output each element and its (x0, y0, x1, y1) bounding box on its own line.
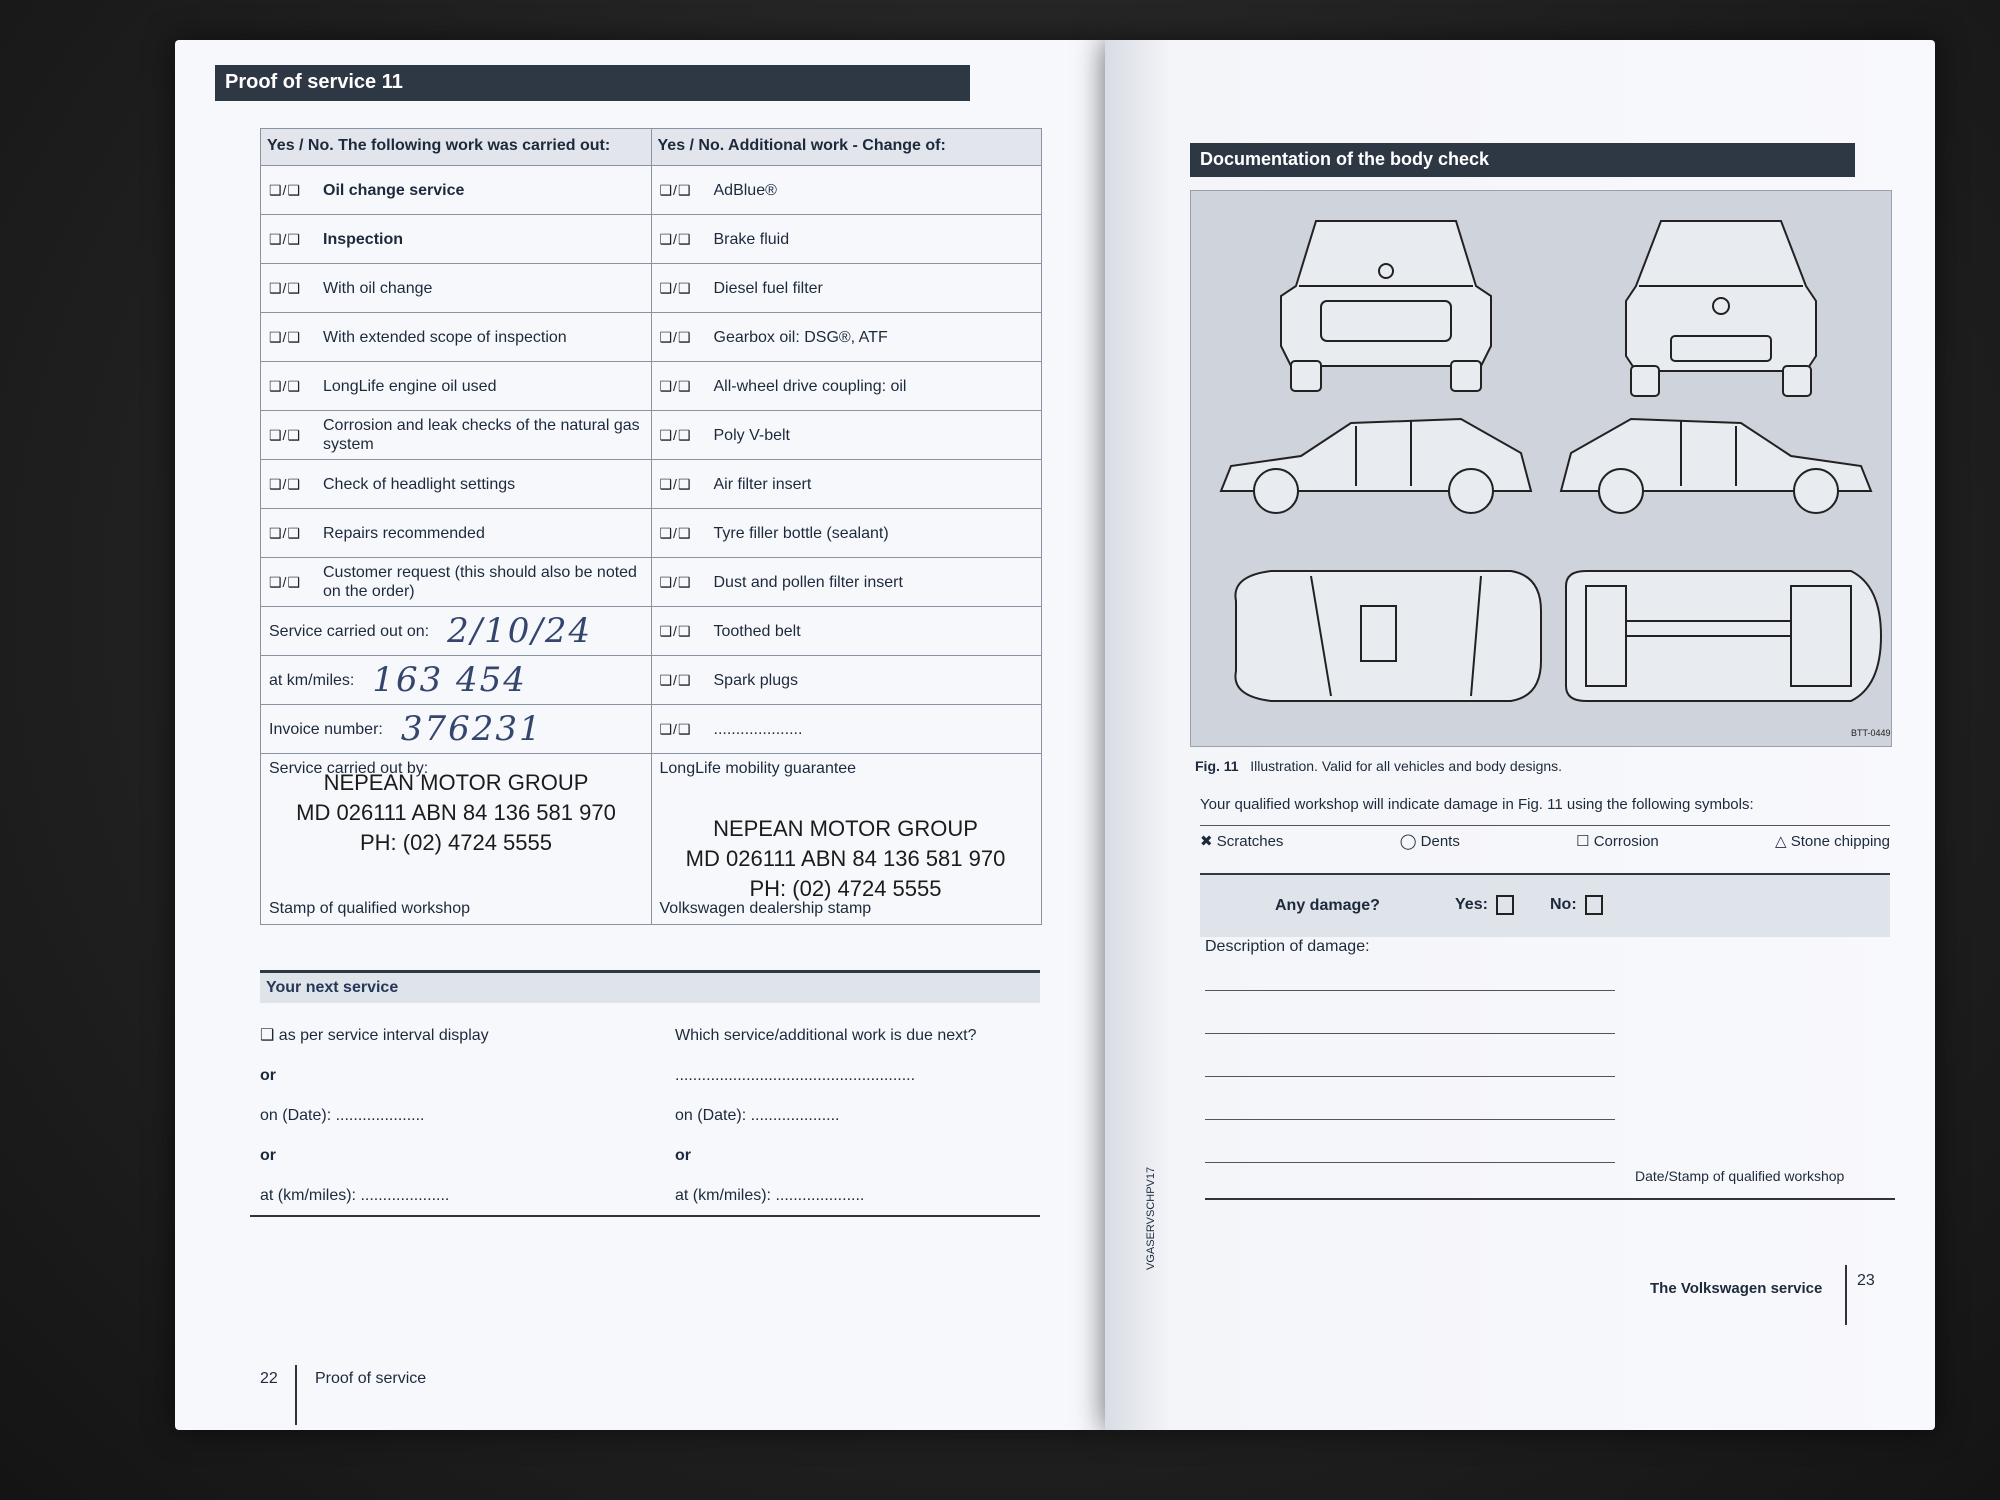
car-left-side-view (1221, 419, 1531, 513)
or-text: or (260, 1147, 276, 1164)
page-number: 23 (1857, 1272, 1875, 1289)
work-item-label: AdBlue® (713, 181, 777, 199)
stamp-name: NEPEAN MOTOR GROUP (323, 770, 589, 795)
next-km-field[interactable]: at (km/miles): .................... (260, 1187, 450, 1204)
footer-separator (1845, 1265, 1847, 1325)
service-date-label: Service carried out on: (269, 622, 430, 640)
yes-no-checkboxes[interactable]: ❑/❑ (659, 377, 692, 394)
car-front-view (1626, 221, 1816, 396)
work-item-label: Tyre filler bottle (sealant) (713, 524, 889, 542)
invoice-label: Invoice number: (269, 720, 383, 738)
yes-no-checkboxes[interactable]: ❑/❑ (269, 230, 301, 247)
longlife-label: LongLife mobility guarantee (659, 760, 857, 777)
next-date-field[interactable]: on (Date): .................... (260, 1107, 425, 1124)
or-text: or (260, 1067, 276, 1084)
work-item-label: LongLife engine oil used (323, 377, 497, 395)
next-work-field[interactable]: ...................................................... (675, 1067, 916, 1084)
car-right-side-view (1561, 419, 1871, 513)
work-item-label: Brake fluid (713, 230, 790, 248)
stamp-abn: MD 026111 ABN 84 136 581 970 (296, 800, 616, 825)
description-line[interactable] (1205, 1119, 1615, 1120)
stamp-row (261, 754, 1041, 924)
work-item-label: Diesel fuel filter (713, 279, 823, 297)
col-header-additional: Yes / No. Additional work - Change of: (657, 137, 946, 154)
caption-fig-label: Fig. 11 (1195, 758, 1239, 774)
work-item-label: All-wheel drive coupling: oil (713, 377, 907, 395)
stamp-dealer-label: Volkswagen dealership stamp (659, 900, 872, 917)
dents-symbol: ◯ Dents (1399, 833, 1460, 850)
next-date-field[interactable]: on (Date): .................... (675, 1107, 840, 1124)
blank-item-label: .................... (713, 720, 803, 738)
any-damage-label: Any damage? (1275, 897, 1380, 914)
table-row (261, 705, 1041, 754)
table-row (261, 607, 1041, 656)
description-line[interactable] (1205, 1076, 1615, 1077)
right-page (1105, 40, 1935, 1430)
any-damage-bar (1200, 873, 1890, 937)
km-value[interactable]: 163 454 (372, 660, 527, 700)
corrosion-symbol: ☐ Corrosion (1576, 833, 1659, 850)
page-title-bar (215, 65, 970, 101)
yes-no-checkboxes[interactable]: ❑/❑ (269, 328, 301, 345)
yes-no-checkboxes[interactable]: ❑/❑ (659, 524, 692, 541)
description-line[interactable] (1205, 1033, 1615, 1034)
stamp-phone: PH: (02) 4724 5555 (749, 876, 942, 901)
page-number: 22 (260, 1370, 278, 1387)
date-stamp-label: Date/Stamp of qualified workshop (1635, 1168, 1845, 1184)
table-row (261, 215, 1041, 264)
work-item-label: Gearbox oil: DSG®, ATF (713, 328, 888, 346)
work-item-label: Corrosion and leak checks of the natural gas system (323, 417, 640, 453)
table-row (261, 362, 1041, 411)
stamp-workshop-label: Stamp of qualified workshop (269, 900, 470, 917)
stamp-name: NEPEAN MOTOR GROUP (713, 816, 978, 841)
or-text: or (675, 1147, 691, 1164)
car-rear-view (1281, 221, 1491, 391)
symbol-legend (1200, 825, 1890, 850)
yes-no-checkboxes[interactable]: ❑/❑ (269, 475, 301, 492)
date-stamp-line (1205, 1198, 1895, 1200)
stamp-phone: PH: (02) 4724 5555 (359, 830, 553, 855)
next-service-section (260, 970, 1040, 1204)
stone-chipping-symbol: △ Stone chipping (1775, 833, 1890, 850)
left-page (175, 40, 1105, 1430)
yes-no-checkboxes[interactable]: ❑/❑ (659, 230, 692, 247)
yes-no-checkboxes[interactable]: ❑/❑ (269, 279, 301, 296)
page-footer-label: Proof of service (315, 1370, 427, 1387)
yes-label: Yes: (1455, 896, 1488, 914)
yes-no-checkboxes[interactable]: ❑/❑ (269, 524, 301, 541)
side-code: VGASERVSCHPV17 (1145, 1166, 1157, 1270)
interval-option[interactable]: ❑ as per service interval display (260, 1027, 489, 1044)
table-row (261, 558, 1041, 607)
work-item-label: Dust and pollen filter insert (713, 573, 903, 591)
next-km-field[interactable]: at (km/miles): .................... (675, 1187, 865, 1204)
yes-no-checkboxes[interactable]: ❑/❑ (269, 573, 301, 590)
body-check-title-bar (1190, 143, 1855, 177)
yes-no-checkboxes[interactable]: ❑/❑ (269, 181, 301, 198)
table-row (261, 460, 1041, 509)
work-item-label: Customer request (this should also be noted on the order) (323, 564, 637, 600)
work-item-label: Poly V-belt (713, 426, 790, 444)
damage-description-label: Description of damage: (1205, 938, 1370, 955)
car-diagram (1191, 191, 1891, 746)
yes-no-checkboxes[interactable]: ❑/❑ (659, 720, 692, 737)
toothed-belt-label: Toothed belt (713, 622, 801, 640)
no-label: No: (1550, 896, 1577, 914)
work-item-label: With oil change (323, 279, 433, 297)
table-row (261, 509, 1041, 558)
service-table (260, 128, 1042, 925)
table-row (261, 656, 1041, 705)
section-divider (250, 1215, 1040, 1217)
footer-separator (295, 1365, 297, 1425)
yes-no-checkboxes[interactable]: ❑/❑ (659, 622, 692, 639)
figure-code: BTT-0449 (1851, 728, 1891, 738)
caption-text: Illustration. Valid for all vehicles and body designs. (1250, 758, 1563, 774)
workshop-stamp (281, 768, 631, 858)
service-date-value[interactable]: 2/10/24 (447, 611, 593, 651)
yes-no-checkboxes[interactable]: ❑/❑ (659, 426, 692, 443)
description-line[interactable] (1205, 990, 1615, 991)
yes-no-checkboxes[interactable]: ❑/❑ (659, 475, 692, 492)
no-checkbox[interactable] (1585, 895, 1603, 915)
figure-caption (1195, 758, 1562, 774)
work-item-label: Air filter insert (713, 475, 812, 493)
work-item-label: Inspection (323, 230, 404, 248)
next-work-question: Which service/additional work is due next? (675, 1027, 977, 1044)
spark-plugs-label: Spark plugs (713, 671, 798, 689)
yes-no-checkboxes[interactable]: ❑/❑ (269, 377, 301, 394)
right-footer-label: The Volkswagen service (1650, 1280, 1823, 1297)
table-row (261, 166, 1041, 215)
yes-no-checkboxes[interactable]: ❑/❑ (659, 671, 692, 688)
yes-checkbox[interactable] (1496, 895, 1514, 915)
invoice-value[interactable]: 376231 (400, 709, 543, 749)
table-row (261, 411, 1041, 460)
next-service-header: Your next service (260, 970, 1040, 1003)
symbols-intro: Your qualified workshop will indicate damage in Fig. 11 using the following symbols: (1200, 796, 1754, 813)
yes-no-checkboxes[interactable]: ❑/❑ (659, 279, 692, 296)
car-top-view (1235, 571, 1541, 701)
col-header-work: Yes / No. The following work was carried out: (261, 129, 652, 165)
stamp-abn: MD 026111 ABN 84 136 581 970 (685, 846, 1006, 871)
page-title: Proof of service 11 (225, 71, 403, 93)
work-item-label: Repairs recommended (323, 524, 485, 542)
scratches-symbol: ✖ Scratches (1200, 833, 1284, 850)
km-label: at km/miles: (269, 671, 355, 689)
dealer-stamp (656, 814, 1036, 904)
work-item-label: Check of headlight settings (323, 475, 516, 493)
table-row (261, 313, 1041, 362)
body-check-title: Documentation of the body check (1200, 149, 1490, 169)
yes-no-checkboxes[interactable]: ❑/❑ (659, 181, 692, 198)
description-line[interactable] (1205, 1162, 1615, 1163)
work-item-label: With extended scope of inspection (323, 328, 567, 346)
table-header (261, 129, 1041, 166)
yes-no-checkboxes[interactable]: ❑/❑ (659, 328, 692, 345)
car-underside-view (1566, 571, 1881, 701)
car-diagram-figure (1190, 190, 1892, 747)
work-item-label: Oil change service (323, 181, 465, 199)
yes-no-checkboxes[interactable]: ❑/❑ (269, 426, 301, 443)
yes-no-checkboxes[interactable]: ❑/❑ (659, 573, 692, 590)
carried-out-by-label: Service carried out by: (269, 760, 429, 777)
table-row (261, 264, 1041, 313)
